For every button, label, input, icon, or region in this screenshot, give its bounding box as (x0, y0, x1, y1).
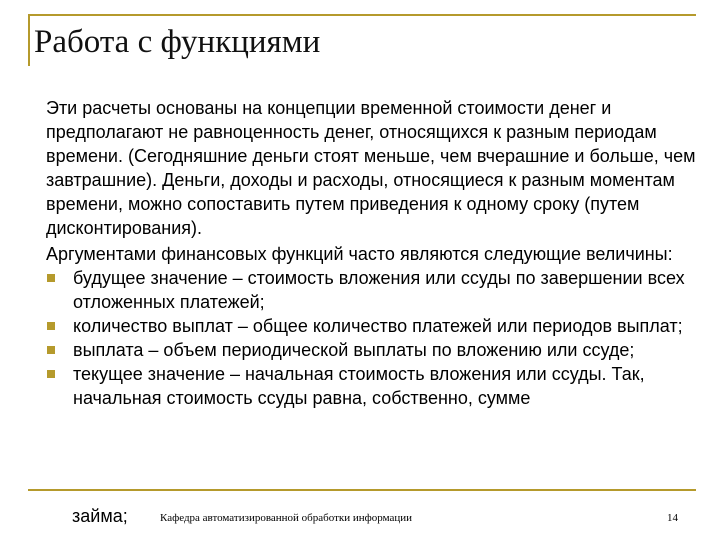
list-item (46, 338, 696, 362)
intro-paragraph: Эти расчеты основаны на концепции временной стоимости денег и предполагают не равноценность денег, относящихся к разным периодам времени. (Сегодняшние деньги стоят меньше, чем вчерашние и больше, чем завтрашние). Деньги, доходы и расходы, относящиеся к разным моментам времени, можно сопоставить путем приведения к одному сроку (путем дисконтирования). (46, 98, 696, 238)
square-bullet-icon (47, 322, 55, 330)
list-continuation-text: займа; (72, 506, 128, 526)
list-item-text: количество выплат – общее количество платежей или периодов выплат; (73, 316, 683, 336)
footer (72, 504, 692, 532)
arguments-paragraph: Аргументами финансовых функций часто являются следующие величины: (46, 244, 673, 264)
footer-department: Кафедра автоматизированной обработки информации (160, 512, 413, 524)
footer-divider (28, 489, 696, 491)
square-bullet-icon (47, 346, 55, 354)
list-item-text: будущее значение – стоимость вложения или ссуды по завершении всех отложенных платежей; (73, 268, 685, 312)
page-number: 14 (667, 512, 678, 524)
list-item-text: текущее значение – начальная стоимость вложения или ссуды. Так, начальная стоимость ссуды равна, собственно, сумме (73, 364, 645, 408)
slide-title: Работа с функциями (34, 24, 321, 60)
list-item (46, 266, 696, 314)
frame-left-border (28, 14, 30, 66)
square-bullet-icon (47, 274, 55, 282)
list-item (46, 362, 696, 410)
arguments-list (46, 266, 696, 410)
square-bullet-icon (47, 370, 55, 378)
list-item-text: выплата – объем периодической выплаты по вложению или ссуде; (73, 340, 635, 360)
slide-body (46, 96, 696, 410)
list-item (46, 314, 696, 338)
frame-top-border (28, 14, 696, 16)
